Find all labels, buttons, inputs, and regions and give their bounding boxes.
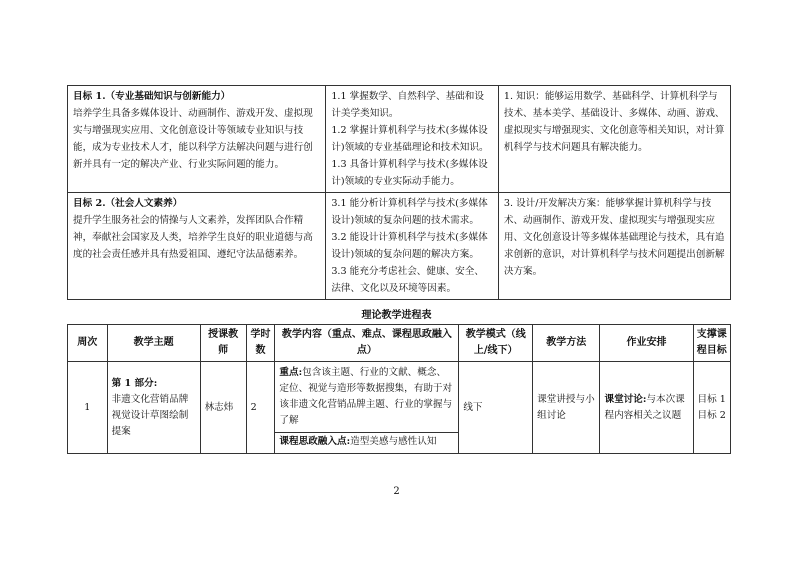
row-content xyxy=(275,362,459,454)
support-target: 目标 1 xyxy=(697,393,726,405)
objective-row xyxy=(68,86,731,193)
key-point-text: 包含该主题、行业的文献、概念、定位、视觉与造形等数据搜集，有助于对该非遗文化营销品牌主题、行业的掌握与了解 xyxy=(279,367,453,426)
row-support xyxy=(693,362,730,454)
indicator-item: 3.1 能分析计算机科学与技术(多媒体设计)领域的复杂问题的技术需求。 xyxy=(331,198,488,226)
indicator-cell xyxy=(326,193,499,300)
header-theme: 教学主题 xyxy=(107,325,200,362)
objective-title: 目标 2.（社会人文素养） xyxy=(73,198,183,209)
requirement-text: 1. 知识：能够运用数学、基础科学、计算机科学与技术、基本美学、基础设计、多媒体、动画、游戏、虚拟现实与增强现实、文化创意等相关知识，对计算机科学与技术问题具有解决能力。 xyxy=(503,91,725,153)
schedule-header-row xyxy=(68,325,731,362)
indicator-item: 1.3 具备计算机科学与技术(多媒体设计)领域的专业实际动手能力。 xyxy=(331,159,488,187)
indicator-item: 3.3 能充分考虑社会、健康、安全、法律、文化以及环境等因素。 xyxy=(331,266,484,294)
schedule-row xyxy=(68,362,731,454)
row-theme xyxy=(107,362,200,454)
ideology-text: 造型美感与感性认知 xyxy=(350,436,437,447)
objective-cell xyxy=(68,86,326,193)
assignment-text: 与本次课程内容相关之议题 xyxy=(604,393,685,421)
row-hours: 2 xyxy=(246,362,275,454)
support-target: 目标 2 xyxy=(697,409,726,421)
header-support: 支撑课程目标 xyxy=(693,325,730,362)
header-content: 教学内容（重点、难点、课程思政融入点） xyxy=(275,325,459,362)
objective-cell xyxy=(68,193,326,300)
header-teacher: 授课教师 xyxy=(200,325,246,362)
schedule-caption: 理论教学进程表 xyxy=(361,310,432,321)
row-mode: 线下 xyxy=(459,362,533,454)
ideology-label: 课程思政融入点: xyxy=(279,436,351,447)
requirement-cell xyxy=(498,86,730,193)
objective-description: 提升学生服务社会的情操与人文素养，发挥团队合作精神，奉献社会国家及人类，培养学生良好的职业道德与高度的社会责任感并具有热爱祖国、遵纪守法品德素养。 xyxy=(73,215,313,260)
row-week: 1 xyxy=(68,362,108,454)
theme-part-label: 第 1 部分: xyxy=(111,377,158,389)
indicator-cell xyxy=(326,86,499,193)
indicator-item: 1.2 掌握计算机科学与技术(多媒体设计)领域的专业基础理论和技术知识。 xyxy=(331,125,489,153)
header-assignment: 作业安排 xyxy=(600,325,693,362)
assignment-label: 课堂讨论: xyxy=(604,393,647,405)
schedule-table xyxy=(67,324,731,454)
header-week: 周次 xyxy=(68,325,108,362)
requirement-text: 3. 设计/开发解决方案：能够掌握计算机科学与技术、动画制作、游戏开发、虚拟现实与增强现实应用、文化创意设计等多媒体基础理论与技术，具有追求创新的意识，对计算机科学与技术问题提出创新解决方案。 xyxy=(503,198,725,277)
key-point-label: 重点: xyxy=(279,367,303,378)
page-number: 2 xyxy=(393,486,400,497)
header-method: 教学方法 xyxy=(533,325,600,362)
row-method: 课堂讲授与小组讨论 xyxy=(533,362,600,454)
header-mode: 教学模式（线上/线下） xyxy=(459,325,533,362)
header-hours: 学时数 xyxy=(246,325,275,362)
row-teacher: 林志炜 xyxy=(200,362,246,454)
objective-description: 培养学生具备多媒体设计、动画制作、游戏开发、虚拟现实与增强现实应用、文化创意设计等领域专业知识与技能，成为专业技术人才，能以科学方法解决问题与进行创新并具有一定的解决产业、行业实际问题的能力。 xyxy=(73,108,313,170)
objective-row xyxy=(68,193,731,300)
row-assignment xyxy=(600,362,693,454)
ideology-section xyxy=(275,432,458,450)
objective-title: 目标 1.（专业基础知识与创新能力） xyxy=(73,91,231,102)
theme-text: 非遗文化营销品牌视觉设计草图绘制提案 xyxy=(111,393,189,437)
objectives-table xyxy=(67,85,731,300)
indicator-item: 3.2 能设计计算机科学与技术(多媒体设计)领域的复杂问题的解决方案。 xyxy=(331,232,488,260)
indicator-item: 1.1 掌握数学、自然科学、基础和设计美学类知识。 xyxy=(331,91,484,119)
requirement-cell xyxy=(498,193,730,300)
